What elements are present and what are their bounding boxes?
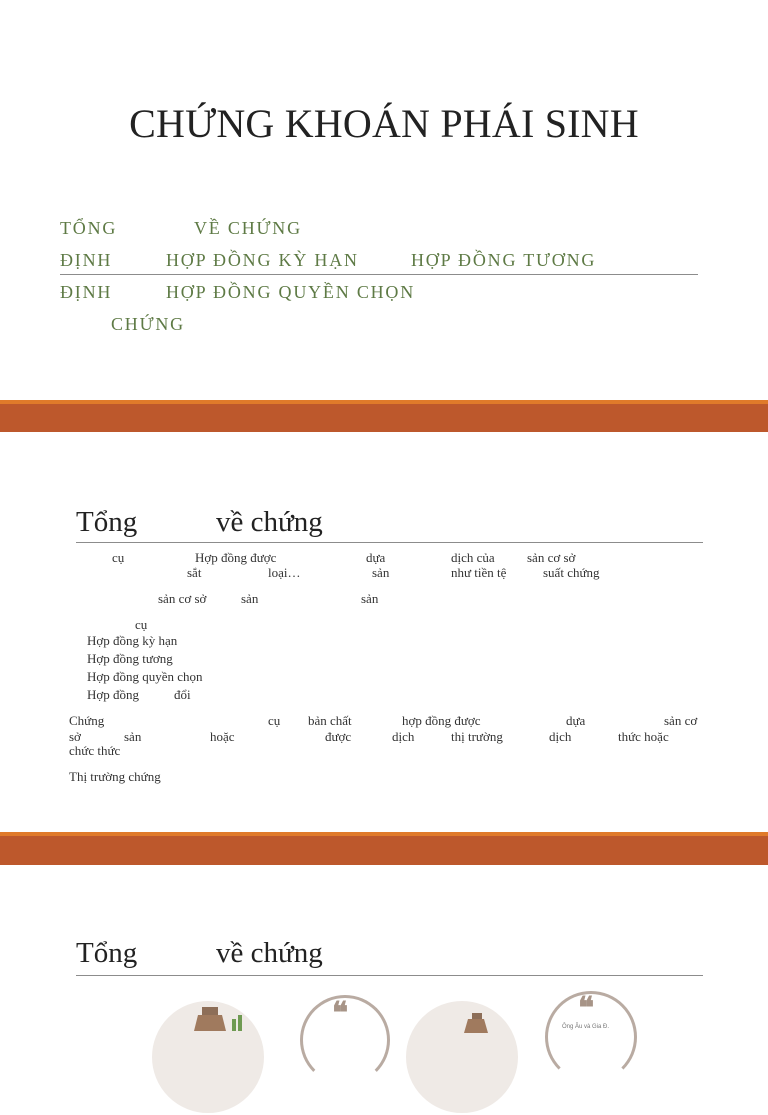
body-text: như tiền tệ <box>451 565 507 580</box>
body-text: loại… <box>268 565 301 580</box>
list-item: Hợp đồng quyền chọn <box>87 669 203 684</box>
list-item: đổi <box>174 687 191 702</box>
quote-icon-glyph: ❝ <box>578 992 595 1025</box>
divider <box>60 274 698 275</box>
body-text: sản cơ sở <box>158 591 207 606</box>
body-text: Hợp đồng được <box>195 550 277 565</box>
overview-slide-2 <box>0 865 768 1030</box>
toc-text: ĐỊNH <box>60 250 113 270</box>
quote-icon-glyph: ❝ <box>332 997 349 1030</box>
body-text: suất chứng <box>543 565 600 580</box>
quote-icon <box>545 991 637 1083</box>
vase-icon-glyph <box>152 1001 268 1061</box>
divider <box>76 542 703 543</box>
body-text: dịch của <box>451 550 495 565</box>
body-text: hợp đồng được <box>402 713 481 728</box>
body-text: Chứng <box>69 713 105 728</box>
body-text: dựa <box>566 713 586 728</box>
vase-icon <box>404 999 520 1115</box>
heading-text: về chứng <box>216 506 323 538</box>
body-text: được <box>325 729 352 744</box>
body-text: sản <box>241 591 259 606</box>
slide-separator-band <box>0 400 768 432</box>
body-text: sản cơ <box>664 713 698 728</box>
body-text: dịch <box>392 729 415 744</box>
body-text: bản chất <box>308 713 352 728</box>
toc-text: TỔNG <box>60 218 118 238</box>
body-text: dịch <box>549 729 572 744</box>
body-text: cụ <box>112 550 125 565</box>
heading-text: Tổng <box>76 937 138 969</box>
toc-text: ĐỊNH <box>60 282 113 302</box>
divider <box>76 975 703 976</box>
body-text: sản <box>361 591 379 606</box>
body-text: sắt <box>187 565 202 580</box>
toc-text: CHỨNG <box>111 314 185 334</box>
body-text: sản <box>372 565 390 580</box>
body-text: Thị trường chứng <box>69 769 161 784</box>
vase-icon-glyph <box>406 1001 522 1061</box>
list-item: Hợp đồng tương <box>87 651 173 666</box>
quote-icon <box>300 995 390 1085</box>
body-text: thị trường <box>451 729 503 744</box>
icon-caption: Ông Âu và Gia Đ. <box>562 1024 610 1030</box>
toc-text: VỀ CHỨNG <box>194 218 302 238</box>
slide-separator-band <box>0 832 768 865</box>
heading-text: về chứng <box>216 937 323 969</box>
heading-text: Tổng <box>76 506 138 538</box>
slide-title: CHỨNG KHOÁN PHÁI SINH <box>129 101 639 146</box>
body-text: cụ <box>268 713 281 728</box>
toc-text: HỢP ĐỒNG TƯƠNG <box>411 250 597 270</box>
toc-text: HỢP ĐỒNG QUYỀN CHỌN <box>166 282 416 302</box>
body-text: sản cơ sở <box>527 550 576 565</box>
body-text: sở <box>69 729 81 744</box>
list-item: Hợp đồng kỳ hạn <box>87 633 178 648</box>
title-slide <box>0 0 768 400</box>
body-text: dựa <box>366 550 386 565</box>
body-text: thức hoặc <box>618 729 669 744</box>
body-text: chức thức <box>69 743 121 758</box>
body-text: sản <box>124 729 142 744</box>
overview-slide <box>0 432 768 832</box>
vase-icon <box>150 999 266 1115</box>
list-item: Hợp đồng <box>87 687 140 702</box>
toc-text: HỢP ĐỒNG KỲ HẠN <box>166 250 359 270</box>
body-text: cụ <box>135 617 148 632</box>
body-text: hoặc <box>210 729 235 744</box>
